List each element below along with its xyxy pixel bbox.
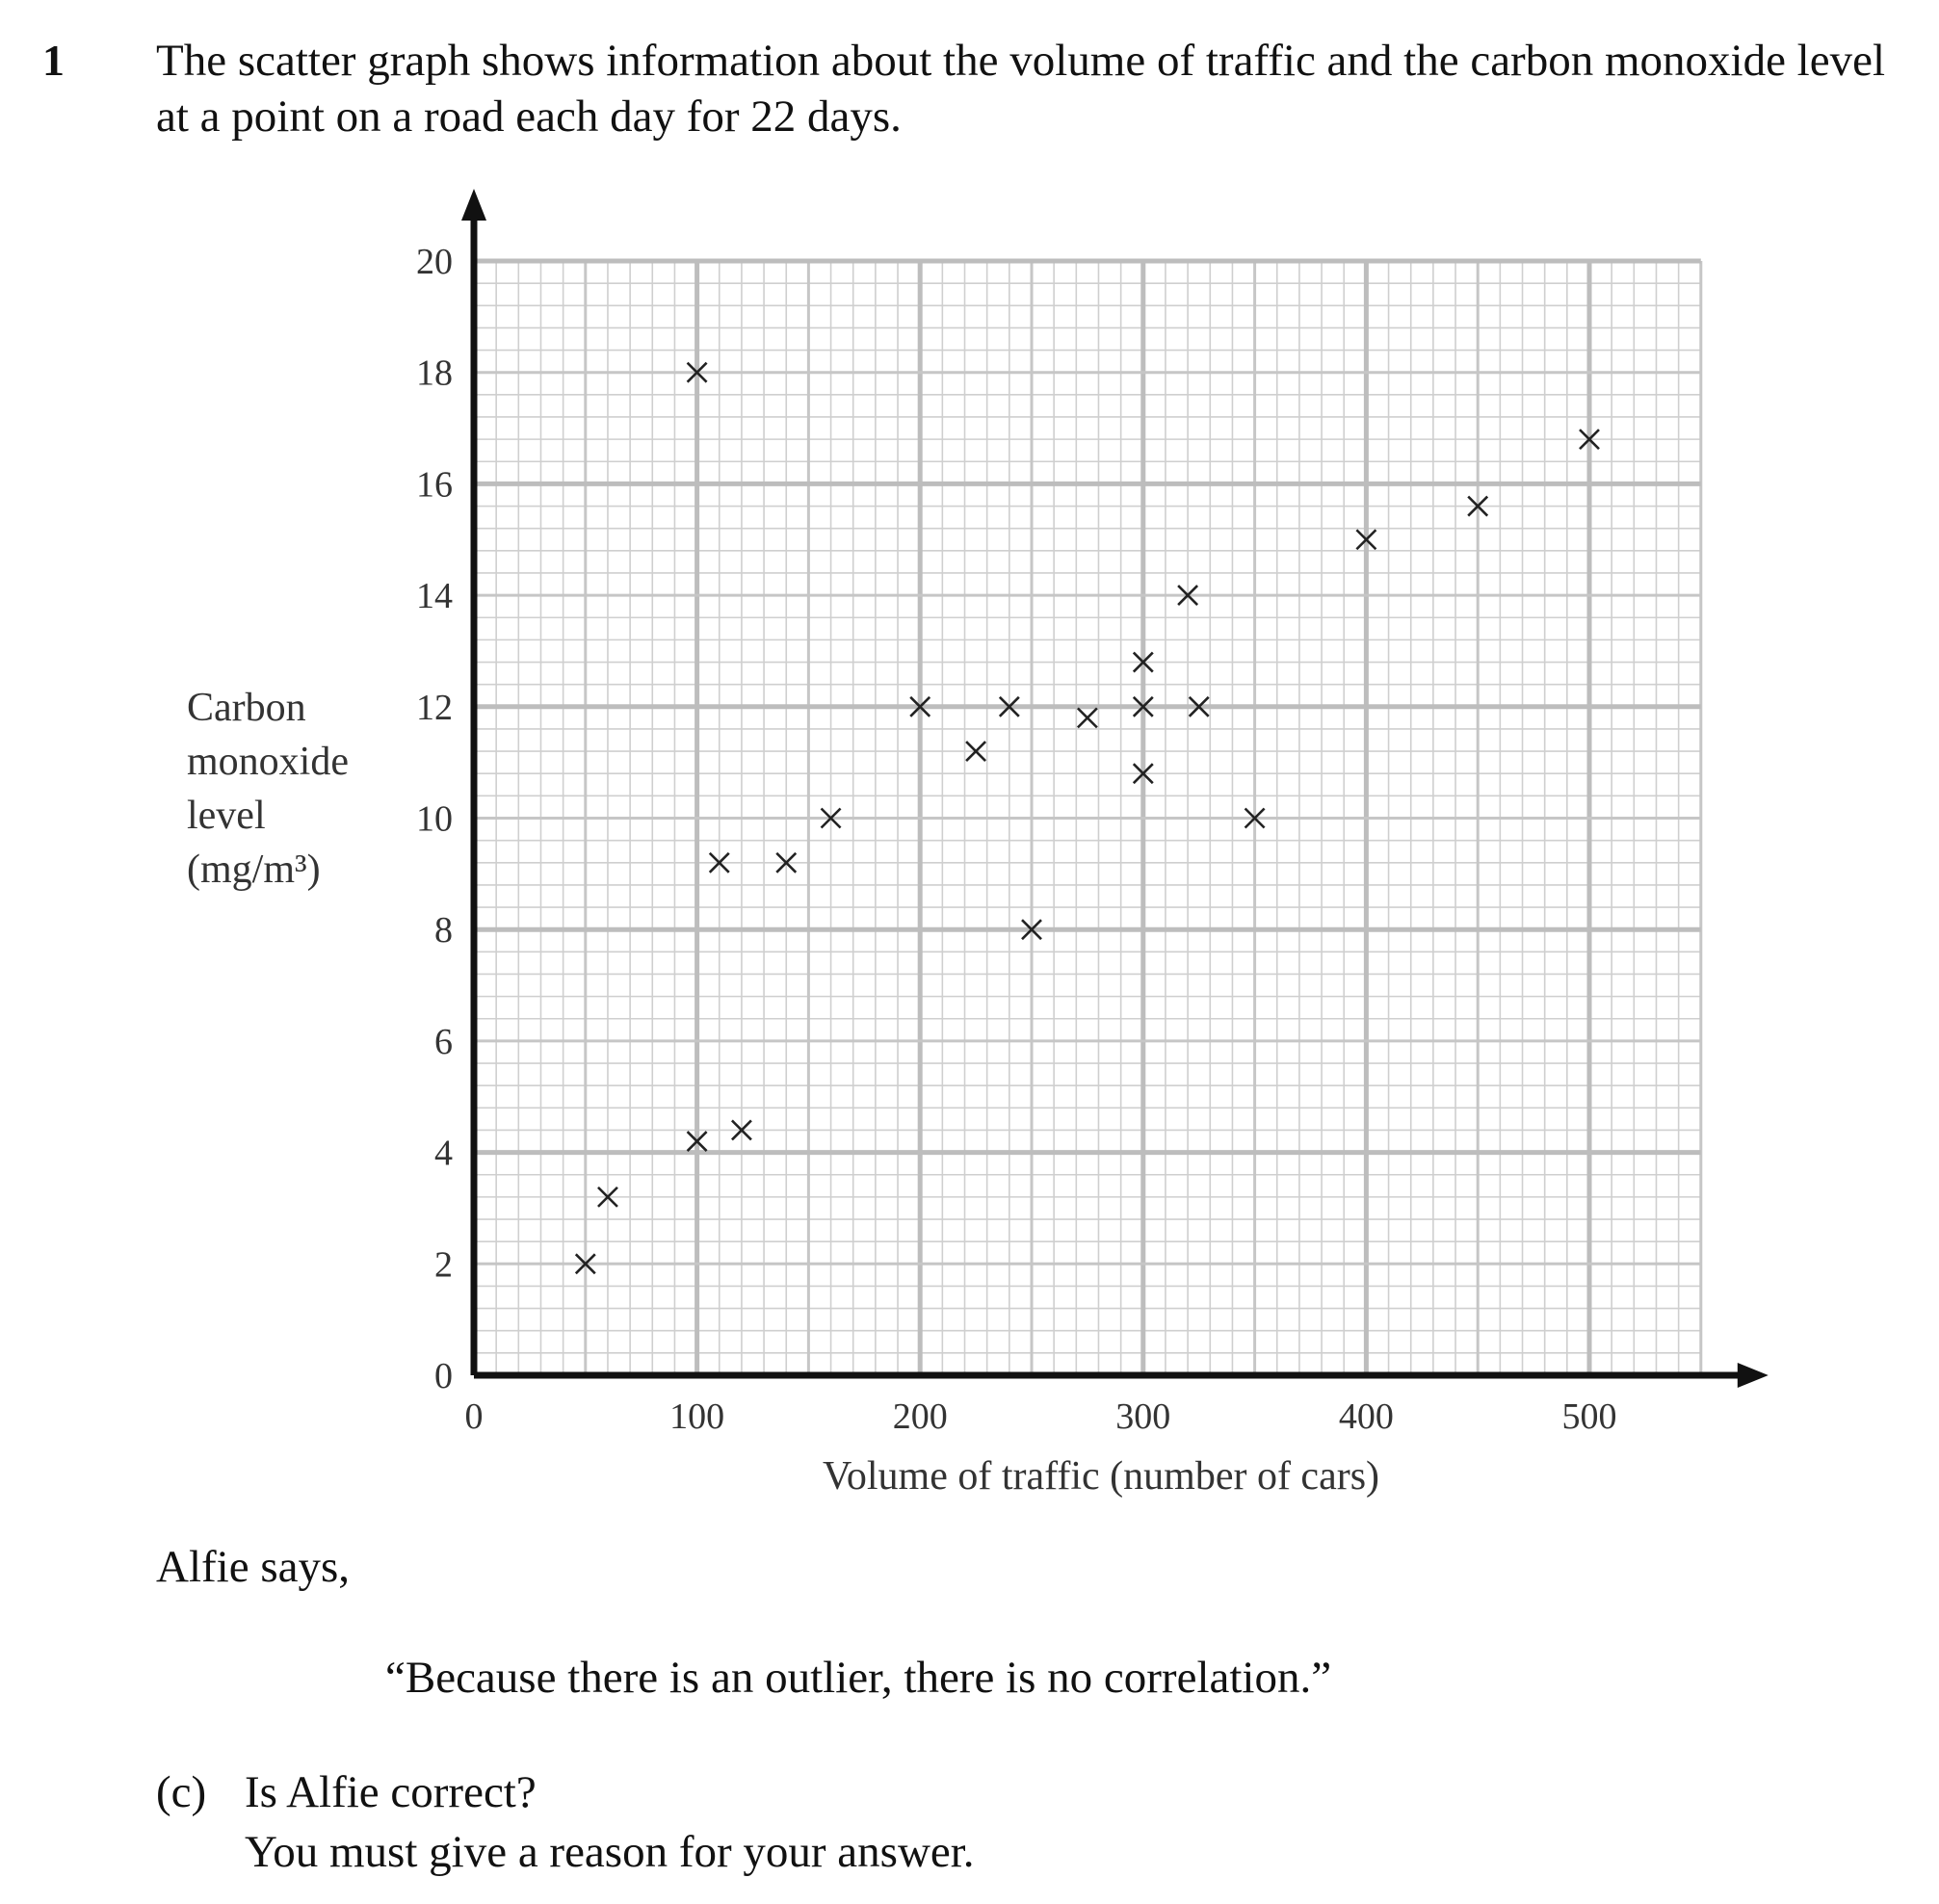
grid-major <box>474 261 1701 1375</box>
part-question: Is Alfie correct? <box>245 1767 537 1817</box>
y-axis-label-line: Carbon <box>187 685 306 730</box>
y-tick-label: 18 <box>416 352 453 394</box>
x-tick-label: 300 <box>1115 1396 1171 1437</box>
y-axis-arrow <box>461 189 486 221</box>
y-tick-label: 8 <box>434 910 453 952</box>
y-tick-label: 6 <box>434 1021 453 1062</box>
question-number: 1 <box>42 36 65 85</box>
x-tick-label: 0 <box>464 1396 484 1437</box>
y-axis-label-line: monoxide <box>187 739 349 784</box>
part-c <box>156 1762 975 1882</box>
y-axis-label-line: (mg/m³) <box>187 847 321 892</box>
y-tick-label: 12 <box>416 687 453 728</box>
x-axis-label: Volume of traffic (number of cars) <box>822 1454 1380 1499</box>
y-tick-label: 14 <box>416 576 453 617</box>
y-tick-labels <box>416 242 453 1396</box>
x-axis-arrow <box>1738 1363 1769 1388</box>
y-tick-label: 2 <box>434 1244 453 1286</box>
part-instruction: You must give a reason for your answer. <box>245 1827 975 1877</box>
x-tick-label: 200 <box>892 1396 948 1437</box>
y-axis-label-line: level <box>187 793 266 838</box>
alfie-says: Alfie says, <box>156 1542 351 1592</box>
question-intro: The scatter graph shows information about the volume of traffic and the carbon monoxide level at a point on a road each day for 22 days. <box>156 36 1886 142</box>
x-tick-label: 500 <box>1561 1396 1617 1437</box>
scatter-graph <box>0 183 1939 1512</box>
x-tick-labels <box>465 1396 1617 1437</box>
alfie-quote: “Because there is an outlier, there is no correlation.” <box>385 1653 1332 1703</box>
axes <box>461 189 1769 1388</box>
y-tick-label: 20 <box>416 242 453 282</box>
data-point <box>1078 708 1097 727</box>
y-tick-label: 0 <box>434 1356 453 1396</box>
part-label: (c) <box>156 1767 207 1817</box>
y-tick-label: 4 <box>434 1133 453 1174</box>
y-tick-label: 16 <box>416 464 453 506</box>
y-tick-label: 10 <box>416 798 453 840</box>
x-tick-label: 400 <box>1338 1396 1394 1437</box>
x-tick-label: 100 <box>669 1396 725 1437</box>
